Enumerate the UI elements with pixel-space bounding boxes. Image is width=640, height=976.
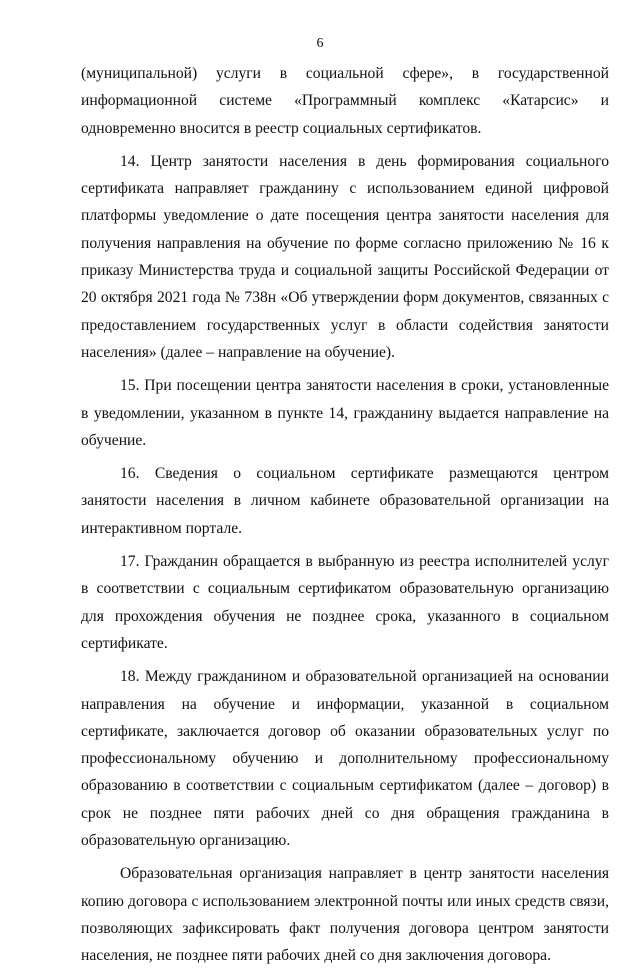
document-body bbox=[81, 60, 609, 976]
paragraph-18-continuation: Образовательная организация направляет в центр занятости населения копию договора с использованием электронной почты или иных средств связи, позволяющих зафиксировать факт получения договора центром занятости населения, не позднее пяти рабочих дней со дня заключения договора. bbox=[81, 865, 609, 965]
paragraph-16: 16. Сведения о социальном сертификате размещаются центром занятости населения в личном кабинете образовательной организации на интерактивном портале. bbox=[81, 465, 609, 537]
paragraph-continuation: (муниципальной) услуги в социальной сфере», в государственной информационной системе «Программный комплекс «Катарсис» и одновременно вносится в реестр социальных сертификатов. bbox=[81, 65, 609, 137]
paragraph-15: 15. При посещении центра занятости населения в сроки, установленные в уведомлении, указанном в пункте 14, гражданину выдается направление на обучение. bbox=[81, 377, 609, 449]
paragraph-18: 18. Между гражданином и образовательной организацией на основании направления на обучение и информации, указанной в социальном сертификате, заключается договор об оказании образовательных услуг по профессиональному обучению и дополнительному профессиональному образованию в соответствии с социальным сертификатом (далее – договор) в срок не позднее пяти рабочих дней со дня обращения гражданина в образовательную организацию. bbox=[81, 668, 609, 850]
paragraph-14: 14. Центр занятости населения в день формирования социального сертификата направляет гражданину с использованием единой цифровой платформы уведомление о дате посещения центра занятости населения для получения направления на обучение по форме согласно приложению № 16 к приказу Министерства труда и социальной защиты Российской Федерации от 20 октября 2021 года № 738н «Об утверждении форм документов, связанных с предоставлением государственных услуг в области содействия занятости населения» (далее – направление на обучение). bbox=[81, 152, 609, 361]
page-number: 6 bbox=[316, 36, 324, 51]
paragraph-17: 17. Гражданин обращается в выбранную из реестра исполнителей услуг в соответствии с социальным сертификатом образовательную организацию для прохождения обучения не позднее срока, указанного в социальном сертификате. bbox=[81, 553, 609, 652]
